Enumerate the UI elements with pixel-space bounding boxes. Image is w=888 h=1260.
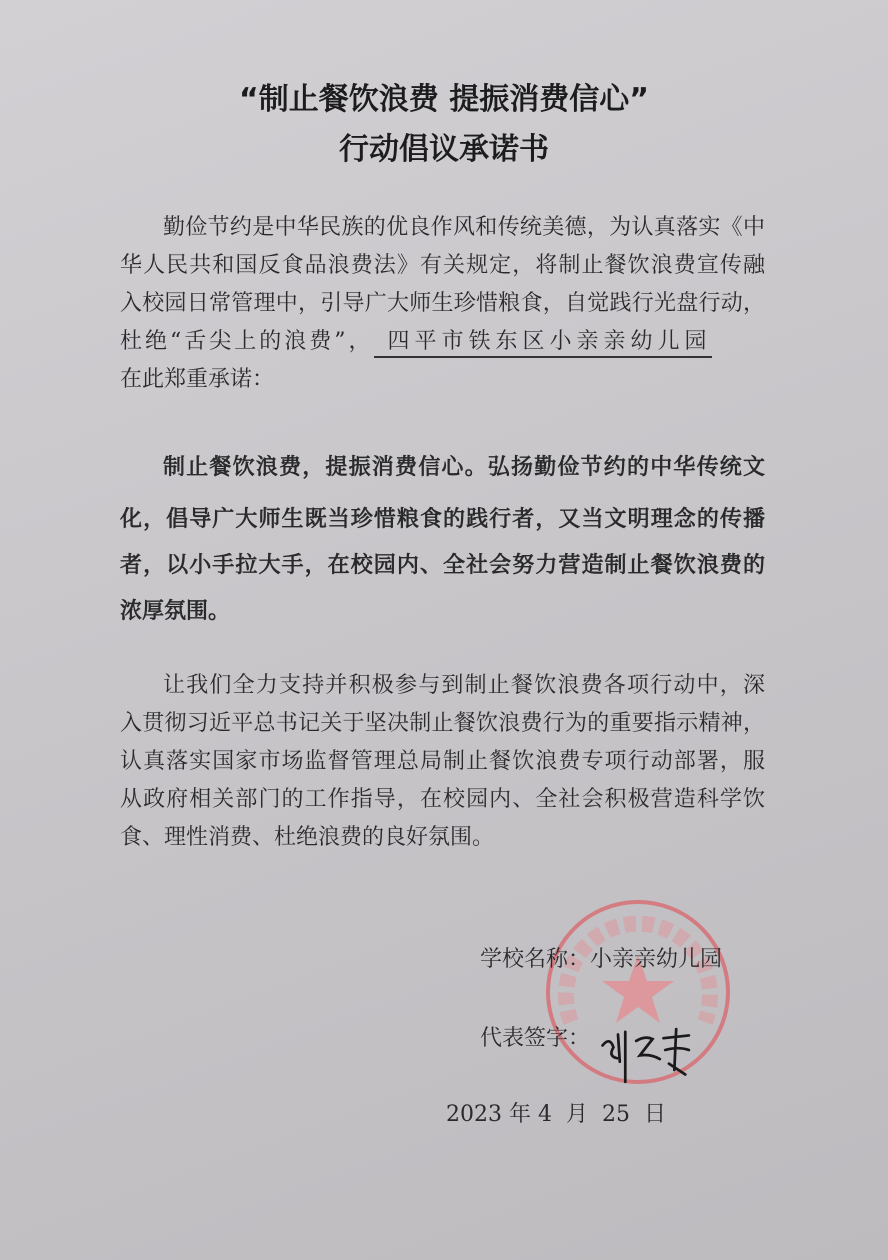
title-line-1: “制止餐饮浪费 提振消费信心” [239, 82, 649, 117]
school-name-filled: 四平市铁东区小亲亲幼儿园 [374, 329, 712, 358]
date-day: 25 [602, 1102, 631, 1127]
text-line: 入贯彻习近平总书记关于坚决制止餐饮浪费行为的重要指示精神， [120, 711, 765, 736]
text-line: 浓厚氛围。 [120, 599, 231, 624]
handwritten-signature [598, 1015, 698, 1085]
text-line [120, 328, 765, 356]
representative-label: 代表签字： [480, 1026, 591, 1051]
text-line: 华人民共和国反食品浪费法》有关规定，将制止餐饮浪费宣传融 [120, 253, 765, 278]
text-line: 者，以小手拉大手，在校园内、全社会努力营造制止餐饮浪费的 [120, 553, 765, 578]
text-line: 化，倡导广大师生既当珍惜粮食的践行者，又当文明理念的传播 [120, 507, 765, 532]
school-name-row [480, 946, 722, 974]
text-line: 让我们全力支持并积极参与到制止餐饮浪费各项行动中，深 [163, 673, 765, 698]
text-line: 在此郑重承诺： [120, 367, 275, 392]
text-line: 从政府相关部门的工作指导，在校园内、全社会积极营造科学饮 [120, 787, 765, 812]
text-line: 食、理性消费、杜绝浪费的良好氛围。 [120, 825, 495, 850]
text-line: 制止餐饮浪费，提振消费信心。弘扬勤俭节约的中华传统文 [163, 455, 765, 480]
date-month: 4 [538, 1102, 553, 1127]
title-line-2: 行动倡议承诺书 [339, 132, 549, 167]
representative-row [480, 1025, 590, 1053]
school-name-value: 小亲亲幼儿园 [590, 947, 723, 972]
school-name-label: 学校名称： [480, 947, 591, 972]
date-month-unit: 月 [566, 1102, 589, 1127]
text-line: 勤俭节约是中华民族的优良作风和传统美德，为认真落实《中 [163, 215, 765, 240]
date-year: 2023 [446, 1102, 502, 1127]
date-year-unit: 年 [509, 1102, 532, 1127]
date-day-unit: 日 [644, 1102, 667, 1127]
text-line: 认真落实国家市场监督管理总局制止餐饮浪费专项行动部署，服 [120, 749, 765, 774]
date [446, 1101, 666, 1129]
text-line: 入校园日常管理中，引导广大师生珍惜粮食，自觉践行光盘行动， [120, 291, 765, 316]
text-segment: 杜绝“舌尖上的浪费”， [120, 329, 374, 354]
